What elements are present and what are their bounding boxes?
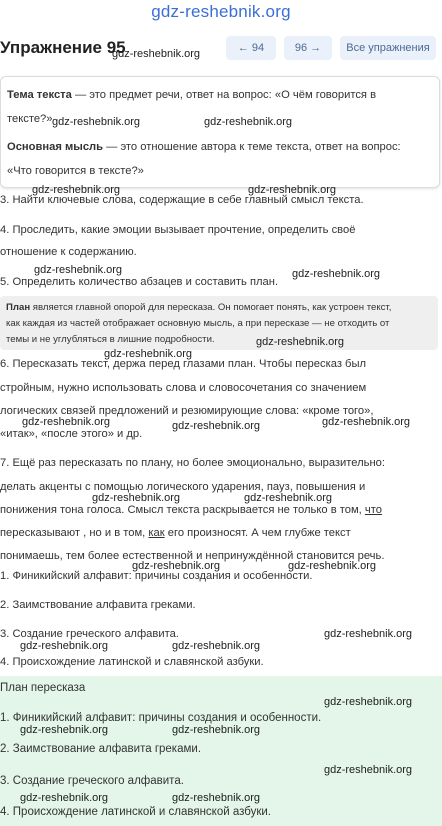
step-6: 6. Пересказать текст, держа перед глазами план. Чтобы пересказ был [0,358,367,370]
step-7-cont-2 [0,504,382,516]
watermark: gdz-reshebnik.org [52,116,141,128]
step-4-cont: отношение к содержанию. [0,246,137,258]
step-7: 7. Ещё раз пересказать по плану, но более эмоционально, выразительно: [0,457,386,469]
watermark: gdz-reshebnik.org [256,336,345,348]
step-4: 4. Проследить, какие эмоции вызывает прочтение, определить своё [0,224,356,236]
watermark: gdz-reshebnik.org [324,696,413,708]
watermark: gdz-reshebnik.org [112,48,201,60]
step-7-text: понижения тона голоса. Смысл текста раскрывается не только в том, [0,504,365,516]
idea-term: Основная мысль [7,141,104,153]
step-7-text: его произносят. А чем глубже текст [164,527,351,539]
plan-note-term: План [6,302,31,313]
definition-box [0,76,440,188]
watermark: gdz-reshebnik.org [20,792,109,804]
watermark: gdz-reshebnik.org [248,184,337,196]
watermark: gdz-reshebnik.org [20,724,109,736]
step-3: 3. Найти ключевые слова, содержащие в себе главный смысл текста. [0,194,364,206]
topic-term: Тема текста [7,89,72,101]
topic-definition-cont: тексте?» [7,113,53,125]
step-7-cont-4: понимаешь, тем более естественной и непринуждённой становится речь. [0,550,385,562]
page-title: Упражнение 95 [0,38,126,57]
watermark: gdz-reshebnik.org [322,416,411,428]
watermark: gdz-reshebnik.org [20,640,109,652]
plan-note-line-3: темы и не углубляться в лишние подробности. [6,334,215,345]
next-exercise-button[interactable]: 96 → [284,36,332,60]
step-7-emphasis-what: что [364,504,382,516]
plan-item: 1. Финикийский алфавит: причины создания и особенности. [0,570,313,582]
watermark: gdz-reshebnik.org [288,560,377,572]
idea-definition-cont: «Что говорится в тексте?» [7,165,144,177]
plan-note-line-1 [6,302,391,313]
step-6-cont-1: стройным, нужно использовать слова и словосочетания со значением [0,382,367,394]
plan-note-box [0,296,438,350]
watermark: gdz-reshebnik.org [132,560,221,572]
watermark: gdz-reshebnik.org [104,348,193,360]
topic-definition: — это предмет речи, ответ на вопрос: «О чём говорится в [71,89,377,101]
watermark: gdz-reshebnik.org [172,724,261,736]
prev-exercise-button[interactable]: ← 94 [226,36,276,60]
plan-item: 2. Заимствование алфавита греками. [0,599,196,611]
watermark: gdz-reshebnik.org [244,492,333,504]
answer-title: План пересказа [0,682,86,694]
watermark: gdz-reshebnik.org [172,792,261,804]
answer-item: 3. Создание греческого алфавита. [0,775,184,787]
watermark: gdz-reshebnik.org [32,184,121,196]
step-7-cont-1: делать акценты с помощью логического ударения, пауз, повышения и [0,481,366,493]
watermark: gdz-reshebnik.org [292,268,381,280]
watermark: gdz-reshebnik.org [22,416,111,428]
topic-definition-line [7,89,376,101]
watermark: gdz-reshebnik.org [172,420,261,432]
answer-item: 4. Происхождение латинской и славянской азбуки. [0,806,271,818]
all-exercises-button[interactable]: Все упражнения [340,36,436,60]
exercise-header [0,36,442,62]
plan-item: 4. Происхождение латинской и славянской азбуки. [0,656,264,668]
plan-note-text: является главной опорой для пересказа. Он помогает понять, как устроен текст, [30,302,392,313]
watermark: gdz-reshebnik.org [172,640,261,652]
step-7-emphasis-how: как [148,527,165,539]
idea-definition: — это отношение автора к теме текста, ответ на вопрос: [103,141,401,153]
step-5: 5. Определить количество абзацев и составить план. [0,276,279,288]
plan-note-line-2: как каждая из частей отображает основную мысль, а при пересказе — не отходить от [6,318,390,329]
watermark: gdz-reshebnik.org [34,264,123,276]
step-6-cont-3: «итак», «после этого» и др. [0,428,143,440]
watermark: gdz-reshebnik.org [92,492,181,504]
step-7-text: пересказывают , но и в том, [0,527,149,539]
idea-definition-line [7,141,401,153]
step-7-cont-3 [0,527,351,539]
answer-item: 1. Финикийский алфавит: причины создания и особенности. [0,712,322,724]
watermark: gdz-reshebnik.org [324,628,413,640]
plan-item: 3. Создание греческого алфавита. [0,628,179,640]
watermark: gdz-reshebnik.org [204,116,293,128]
site-logo[interactable]: gdz-reshebnik.org [151,2,291,21]
answer-item: 2. Заимствование алфавита греками. [0,743,202,755]
step-6-cont-2: логических связей предложений и резюмирующие слова: «кроме того», [0,405,374,417]
watermark: gdz-reshebnik.org [324,764,413,776]
